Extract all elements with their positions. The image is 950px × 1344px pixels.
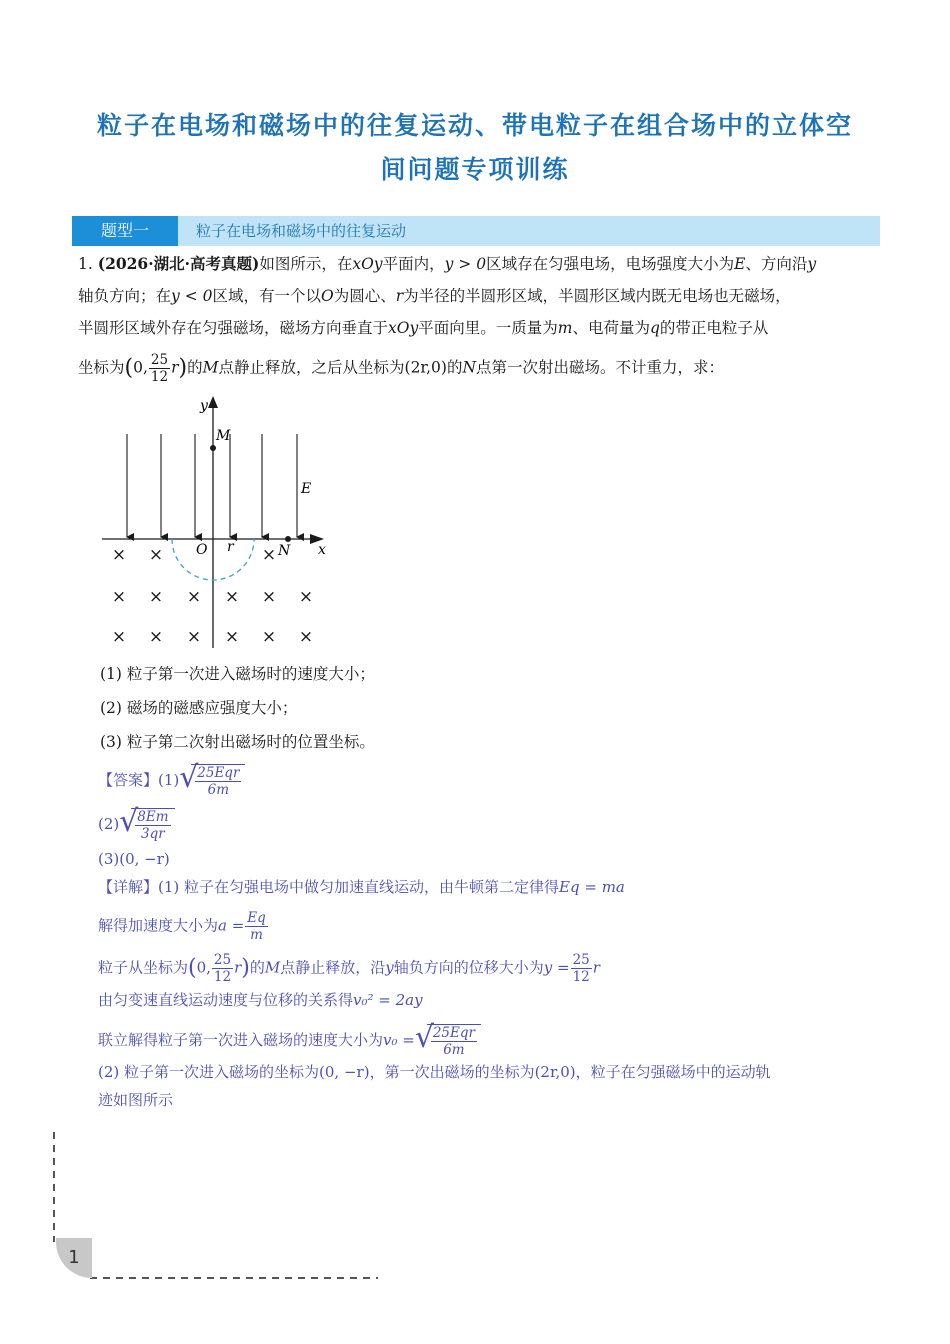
text: 点静止释放，沿 bbox=[280, 958, 386, 977]
cross: × bbox=[186, 587, 202, 607]
answer-3: (3)(0, −r) bbox=[98, 850, 170, 868]
frac-num: 25Eqr bbox=[197, 765, 240, 781]
question-line-2 bbox=[78, 284, 883, 308]
frac-num: 8Em bbox=[137, 809, 169, 825]
sqrt-sign: √ bbox=[179, 760, 199, 795]
math-y: y bbox=[807, 255, 817, 273]
paren-close: ) bbox=[178, 355, 188, 381]
sub-question-3: (3) 粒子第二次射出磁场时的位置坐标。 bbox=[100, 733, 375, 751]
fraction bbox=[571, 952, 592, 985]
coord-n: (2r,0) bbox=[404, 358, 447, 377]
answer-1 bbox=[98, 760, 883, 798]
question-source: (2026·湖北·高考真题) bbox=[97, 254, 260, 273]
sub-question-2: (2) 磁场的磁感应强度大小； bbox=[100, 699, 298, 717]
text: ，粒子在匀强磁场中的运动轨 bbox=[575, 1063, 771, 1081]
frac-num: Eq bbox=[247, 910, 266, 926]
math-r: r bbox=[592, 958, 600, 977]
y-axis-label: y bbox=[200, 398, 208, 414]
math-q: q bbox=[649, 319, 660, 337]
text: 平面内， bbox=[382, 255, 445, 273]
detail-line-3 bbox=[98, 952, 883, 985]
cross: × bbox=[111, 545, 127, 565]
math-o: O bbox=[321, 287, 334, 305]
detail-line-7: 迹如图所示 bbox=[98, 1091, 174, 1109]
point-m bbox=[210, 445, 216, 451]
detail-line-6 bbox=[98, 1060, 883, 1084]
math-m: m bbox=[557, 319, 573, 337]
math-eq: v₀² = 2ay bbox=[353, 991, 423, 1009]
document-title bbox=[70, 104, 880, 192]
math-eq: v₀ = bbox=[383, 1031, 415, 1049]
text: 的带正电粒子从 bbox=[659, 319, 769, 337]
text: 轴负方向的位移大小为 bbox=[393, 958, 544, 977]
text: 平面向里。一质量为 bbox=[418, 319, 558, 337]
frac-den: 3qr bbox=[141, 826, 165, 842]
frac-num: 25 bbox=[572, 952, 590, 968]
sqrt-sign: √ bbox=[414, 1020, 434, 1055]
text: 解得加速度大小为 bbox=[98, 916, 219, 935]
cross: × bbox=[261, 587, 277, 607]
sqrt-expression bbox=[119, 804, 174, 842]
text: 点静止释放，之后从坐标为 bbox=[218, 358, 405, 377]
answer-prefix: (2) bbox=[98, 815, 120, 833]
text: 联立解得粒子第一次进入磁场的速度大小为 bbox=[98, 1031, 384, 1049]
text: ，第一次出磁场的坐标为 bbox=[369, 1063, 535, 1081]
math-r: r bbox=[171, 358, 179, 377]
label-n: N bbox=[278, 543, 291, 559]
frac-num: 25Eqr bbox=[432, 1025, 475, 1041]
coord-part: 0, bbox=[196, 958, 211, 977]
math-n-point: N bbox=[462, 358, 477, 377]
frac-den: 6m bbox=[207, 782, 230, 798]
label-e: E bbox=[301, 481, 312, 497]
x-axis-label: x bbox=[318, 542, 326, 558]
text: 如图所示，在 bbox=[259, 255, 353, 273]
title-line-1: 粒子在电场和磁场中的往复运动、带电粒子在组合场中的立体空 bbox=[96, 111, 853, 140]
text: 半圆形区域外存在匀强磁场，磁场方向垂直于 bbox=[78, 319, 389, 337]
question-number: 1. bbox=[78, 255, 93, 273]
frac-den: 12 bbox=[150, 369, 169, 385]
text: 区域存在匀强电场，电场强度大小为 bbox=[486, 255, 735, 273]
section-header bbox=[72, 216, 880, 246]
text: 点第一次射出磁场。不计重力，求： bbox=[476, 358, 725, 377]
paren-close: ) bbox=[241, 955, 250, 981]
math-xoy: xOy bbox=[352, 255, 383, 273]
coord-m-part: 0, bbox=[133, 358, 148, 377]
frac-num: 25 bbox=[150, 352, 169, 368]
cross: × bbox=[111, 627, 127, 647]
answer-label: 【答案】 bbox=[98, 771, 159, 789]
detail-line-1 bbox=[98, 875, 883, 899]
section-tag: 题型一 bbox=[72, 216, 178, 246]
math-m-point: M bbox=[264, 958, 281, 977]
math-cond2: y < 0 bbox=[171, 287, 213, 305]
label-m: M bbox=[216, 428, 231, 444]
math-cond1: y > 0 bbox=[444, 255, 487, 273]
frac-den: 12 bbox=[572, 969, 590, 985]
sqrt-sign: √ bbox=[119, 804, 139, 839]
page-number: 1 bbox=[56, 1238, 92, 1278]
question-line-3 bbox=[78, 316, 883, 340]
cross: × bbox=[186, 627, 202, 647]
coord: (0, −r) bbox=[319, 1063, 370, 1081]
math-e: E bbox=[734, 255, 746, 273]
cross: × bbox=[111, 587, 127, 607]
frac-den: 6m bbox=[443, 1042, 465, 1058]
text: 为圆心、 bbox=[333, 287, 396, 305]
text: 粒子从坐标为 bbox=[98, 958, 189, 977]
math-eq: y = bbox=[543, 958, 570, 977]
text: 区域，有一个以 bbox=[212, 287, 321, 305]
text: 由匀变速直线运动速度与位移的关系得 bbox=[98, 991, 354, 1009]
question-line-4 bbox=[78, 352, 883, 385]
point-n bbox=[285, 536, 291, 542]
detail-line-2 bbox=[98, 910, 883, 943]
math-m-point: M bbox=[202, 358, 219, 377]
sqrt-expression bbox=[414, 1020, 481, 1058]
cross: × bbox=[148, 545, 164, 565]
frac-num: 25 bbox=[213, 952, 232, 968]
coord: (2r,0) bbox=[534, 1063, 576, 1081]
text: 的 bbox=[187, 358, 203, 377]
text: 为半径的半圆形区域，半圆形区域内既无电场也无磁场， bbox=[403, 287, 791, 305]
text: 、方向沿 bbox=[745, 255, 808, 273]
question-line-1 bbox=[78, 252, 883, 276]
cross: × bbox=[261, 627, 277, 647]
paren-open: ( bbox=[124, 355, 134, 381]
detail-label: 【详解】 bbox=[98, 878, 159, 896]
text: 的 bbox=[249, 958, 265, 977]
frac-den: m bbox=[250, 927, 263, 943]
frac-den: 12 bbox=[213, 969, 232, 985]
math-eq: a = bbox=[218, 916, 245, 935]
text: 轴负方向；在 bbox=[78, 287, 172, 305]
text: 的 bbox=[446, 358, 463, 377]
text: (2) 粒子第一次进入磁场的坐标为 bbox=[98, 1063, 320, 1081]
cross: × bbox=[298, 587, 314, 607]
page-corner-decoration bbox=[50, 1130, 380, 1282]
cross: × bbox=[224, 627, 240, 647]
math-r: r bbox=[395, 287, 404, 305]
cross: × bbox=[148, 587, 164, 607]
sub-question-1: (1) 粒子第一次进入磁场时的速度大小； bbox=[100, 665, 375, 683]
answer-2 bbox=[98, 804, 883, 842]
text: 、电荷量为 bbox=[572, 319, 650, 337]
fraction-25-12 bbox=[149, 352, 170, 385]
section-name: 粒子在电场和磁场中的往复运动 bbox=[196, 222, 407, 240]
math-r: r bbox=[234, 958, 242, 977]
cross: × bbox=[261, 545, 277, 565]
math-y: y bbox=[385, 958, 394, 977]
paren-open: ( bbox=[188, 955, 197, 981]
answer-prefix: (1) bbox=[158, 771, 180, 789]
text: (1) 粒子在匀强电场中做匀加速直线运动，由牛顿第二定律得 bbox=[158, 878, 560, 896]
detail-line-4 bbox=[98, 988, 883, 1012]
sqrt-expression bbox=[179, 760, 245, 798]
fraction bbox=[212, 952, 233, 985]
y-axis-arrow bbox=[208, 396, 218, 408]
title-line-2: 间问题专项训练 bbox=[380, 155, 570, 184]
field-diagram bbox=[96, 392, 346, 654]
cross: × bbox=[224, 587, 240, 607]
detail-line-5 bbox=[98, 1020, 883, 1058]
text: 坐标为 bbox=[78, 358, 125, 377]
math-xoy: xOy bbox=[388, 319, 419, 337]
fraction bbox=[245, 910, 268, 943]
math-eq: Eq = ma bbox=[559, 878, 625, 896]
cross: × bbox=[298, 627, 314, 647]
label-r: r bbox=[227, 539, 234, 555]
cross: × bbox=[148, 627, 164, 647]
label-o: O bbox=[196, 542, 208, 558]
